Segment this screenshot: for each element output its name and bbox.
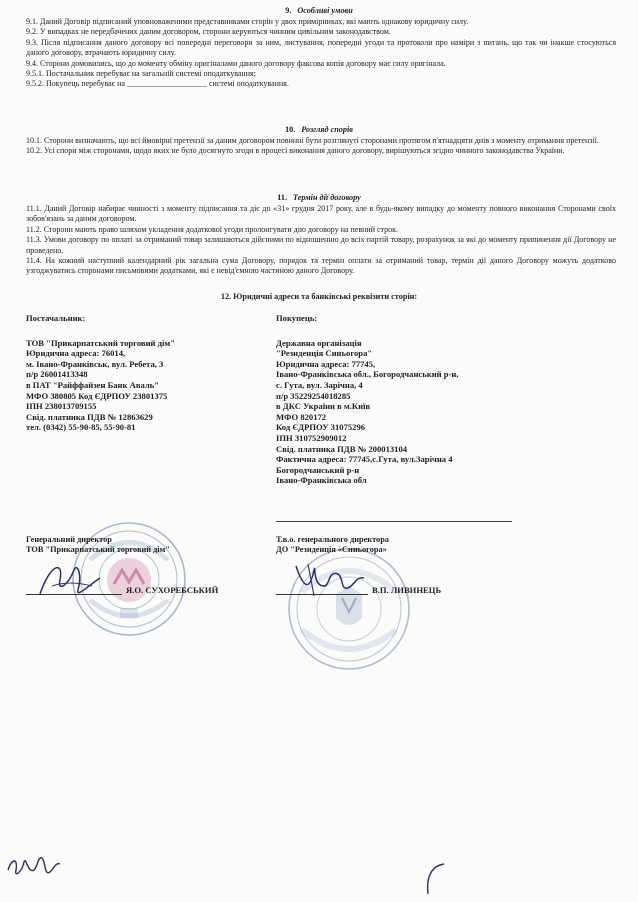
section-12-title [0,292,638,301]
clause-9-2: 9.2. У випадках не передбачених даним договором, сторони керуються чинним цивільним законодавством. [26,27,391,37]
buyer-requisites [276,313,526,486]
supplier-line: в ПАТ "Райффайзен Банк Аваль" [26,379,159,390]
buyer-line: Код ЄДРПОУ 31075296 [276,422,366,433]
clause-11-1: 11.1. Даний Договір набирає чинності з моменту підписання та діє до «31» грудня 2017 року, але в будь-якому випадку до моменту повного виконання Сторонами своїх зобов'язань за даним договором. [26,204,616,224]
clause-10-2: 10.2. Усі спори між сторонами, щодо яких не було досягнуто згоди в процесі виконання даного договору, вирішуються згідно чинного законодавства України. [26,146,565,156]
buyer-sign-org: ДО "Резиденція «Синьогора» [276,545,387,555]
supplier-line: ІПН 238013709155 [26,401,97,412]
supplier-requisites [26,313,266,433]
section-title-text: 12. Юридичні адреси та банківські реквізити сторін: [220,292,418,301]
buyer-line: в ДКС України в м.Київ [276,401,371,412]
clause-9-5-2: 9.5.2. Покупець перебуває на ____________________ системі оподаткування. [26,79,289,89]
buyer-line: п/р 35229254018285 [276,390,351,401]
section-title-text: Розгляд спорів [301,125,353,134]
section-number: 9. [285,6,292,15]
supplier-signature-block [26,535,170,556]
supplier-line: п/р 26001413348 [26,369,88,380]
section-9-body [26,17,616,90]
clause-9-3: 9.3. Після підписання даного договору всі попередні переговори за ним, листування, попередні угоди та протоколи про наміри з питань, що так чи інакше стосуються даного договору, втрачають юридичну силу. [26,37,616,58]
supplier-line: Юридична адреса: 76014, [26,348,126,359]
buyer-sign-role: Т.в.о. генерального директора [276,535,389,544]
supplier-line: ТОВ "Прикарпатський торговий дім" [26,337,175,348]
buyer-line: Державна організація [276,337,362,348]
section-9-title [0,6,638,15]
section-11-title [0,193,638,202]
supplier-line: МФО 380805 Код ЄДРПОУ 23801375 [26,390,168,401]
section-10-body [26,136,616,157]
section-10-title [0,125,638,134]
supplier-sign-org: ТОВ "Прикарпатський торговий дім" [26,545,170,555]
buyer-heading: Покупець: [276,313,318,323]
supplier-sign-line [26,594,122,595]
supplier-heading: Постачальник: [26,313,86,323]
section-number: 11. [277,193,288,202]
initials-right-icon [420,858,450,898]
buyer-sign-name: В.П. ЛИВИНЕЦЬ [372,585,442,595]
buyer-line: с. Гута, вул. Зарічна, 4 [276,379,363,390]
section-11-body [26,204,616,277]
supplier-line: м. Івано-Франківськ, вул. Ребета, 3 [26,358,164,369]
supplier-line: тел. (0342) 55-90-85, 55-90-81 [26,422,136,433]
buyer-signature-block [276,535,389,556]
supplier-sign-role: Генеральний директор [26,535,112,544]
clause-9-1: 9.1. Даний Договір підписаний уповноваженими представниками сторін у двох примірниках, які мають однакову юридичну силу. [26,17,469,26]
buyer-line: Богородчанський р-н [276,464,360,475]
clause-11-2: 11.2. Сторони мають право шляхом укладення додаткової угоди пролонгувати дію договору на певний строк. [26,224,399,234]
buyer-signature-icon [290,556,370,602]
section-title-text: Термін дії договору [293,193,361,202]
supplier-sign-name: Я.О. СУХОРЕБСЬКИЙ [126,585,219,595]
buyer-sign-line [276,594,368,595]
clause-9-5-1: 9.5.1. Постачальник перебуває на загальній системі оподаткування; [26,69,256,79]
section-number: 10. [285,125,296,134]
clause-10-1: 10.1. Сторони визначають, що всі ймовірні претензії за даним договором повинні бути розглянуті сторонами протягом п'ятнадцяти днів з моменту отримання претензії. [26,136,599,145]
buyer-line: Свід. платника ПДВ № 200013104 [276,443,408,454]
supplier-line: Свід. платника ПДВ № 12863629 [26,411,153,422]
buyer-line: МФО 820172 [276,411,327,422]
buyer-line: "Резиденція Синьогора" [276,348,373,359]
buyer-line: Фактична адреса: 77745,с.Гута, вул.Зарічна 4 [276,454,453,465]
buyer-line: Івано-Франківська обл., Богородчанський р-н, [276,369,459,380]
clause-11-3: 11.3. Умови договору по оплаті за отриманий товар залишаються дійсними по відношенню до всіх партій товару, розрахунок за які до моменту припинення дії Договору не проведено. [26,235,616,255]
buyer-line: ІПН 310752909012 [276,432,347,443]
buyer-line: Івано-Франківська обл [276,475,367,486]
buyer-line: Юридична адреса: 77745, [276,358,376,369]
clause-9-4: 9.4. Сторони домовились, що до моменту обміну оригіналами даного договору факсова копія договору має силу оригінала. [26,58,446,68]
initials-left-icon [4,848,64,882]
buyer-divider-line [276,521,512,522]
section-title-text: Особливі умови [297,6,353,15]
supplier-signature-icon [30,556,110,606]
clause-11-4: 11.4. На кожний наступний календарний рік загальна сума Договору, порядок та термін оплати за отриманий товар, термін дії даного Договору можуть додатково узгоджуватись сторонами письмовими додатками, які є невід'ємною частиною даного Договору. [26,256,616,276]
